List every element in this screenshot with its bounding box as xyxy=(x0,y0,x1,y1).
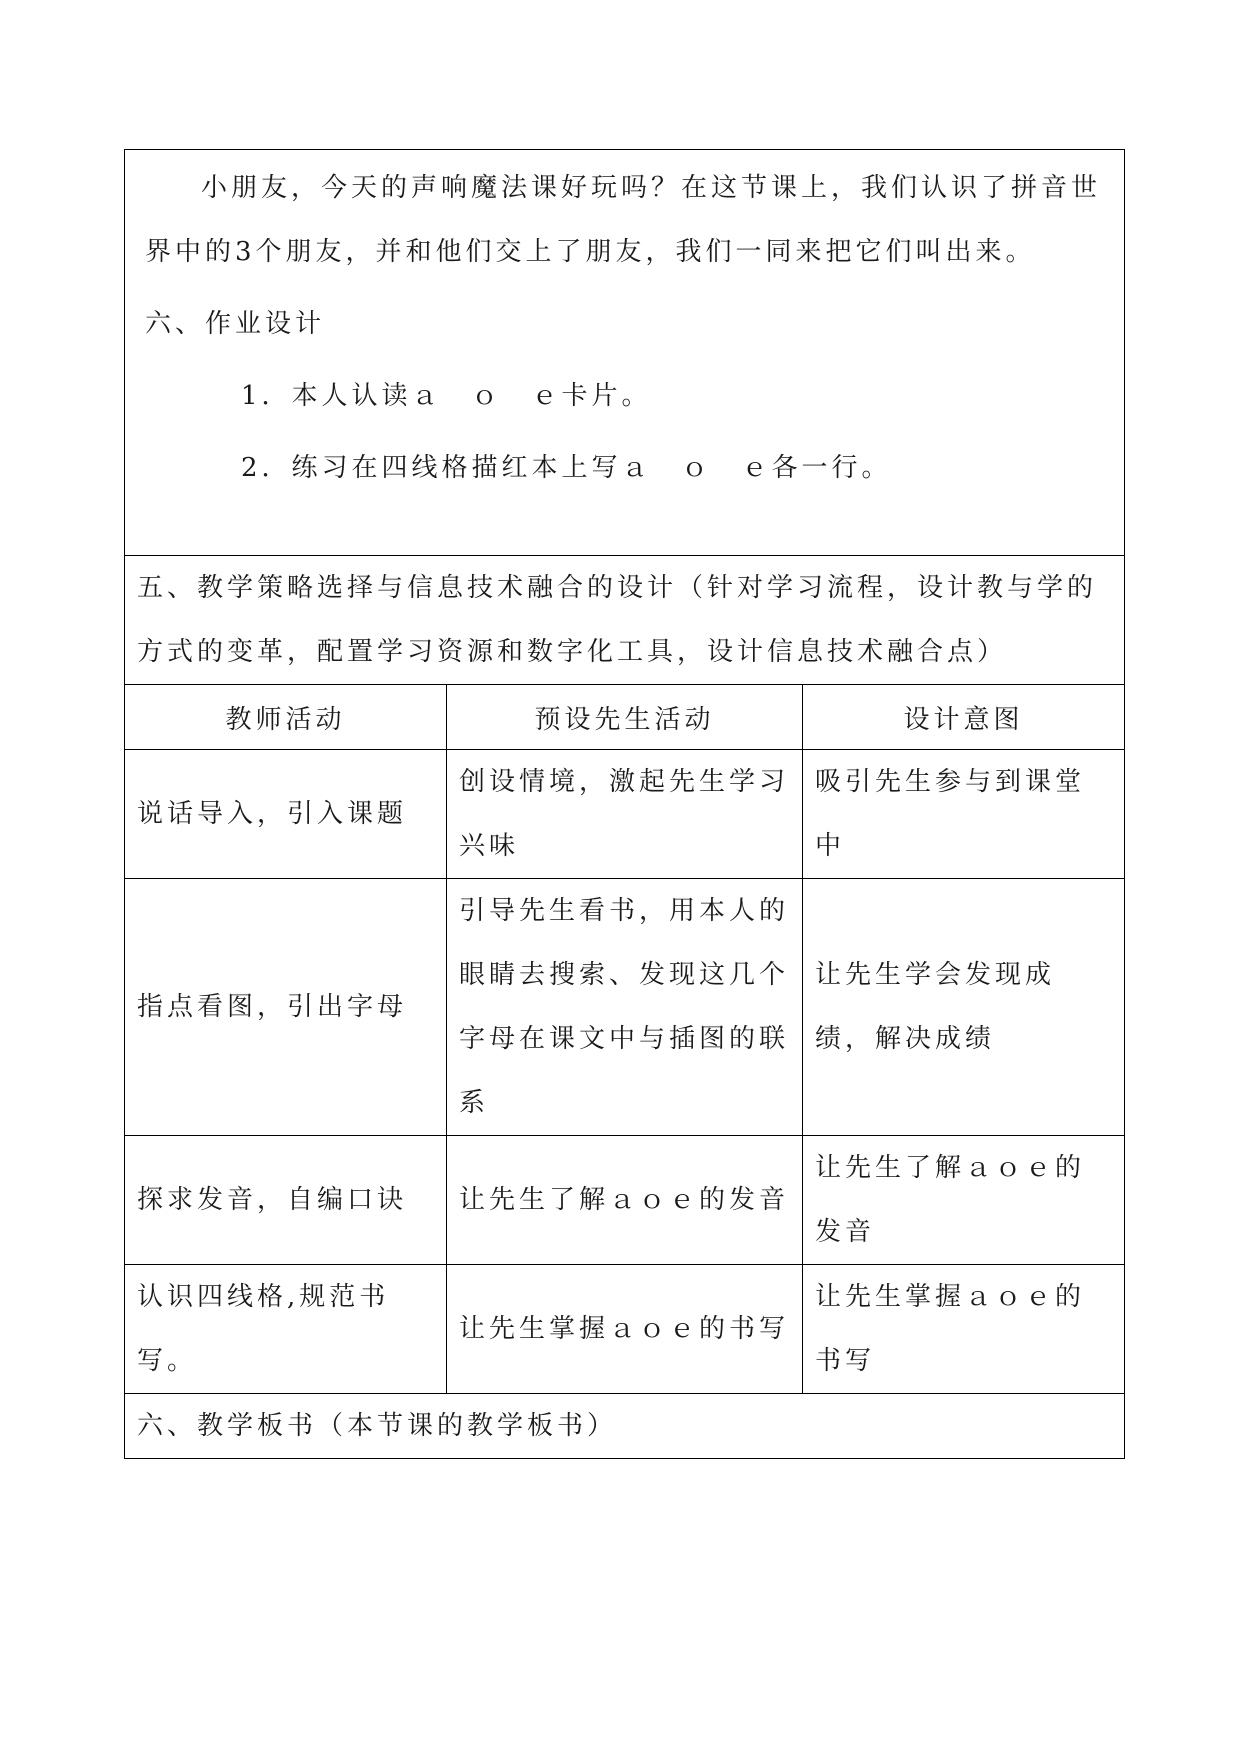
lesson-plan-table xyxy=(124,149,1125,1459)
student-activity: 引导先生看书，用本人的眼睛去搜索、发现这几个字母在课文中与插图的联系 xyxy=(447,879,803,1136)
homework-item-1: 1．本人认读ａ ｏ ｅ卡片。 xyxy=(241,381,652,411)
student-activity: 让先生了解ａｏｅ的发音 xyxy=(447,1136,803,1265)
design-intent: 吸引先生参与到课堂中 xyxy=(803,750,1125,879)
homework-heading: 六、作业设计 xyxy=(145,309,326,339)
teacher-activity: 指点看图，引出字母 xyxy=(125,879,447,1136)
table-row xyxy=(125,750,1125,879)
column-header-teacher: 教师活动 xyxy=(125,685,447,750)
student-activity: 创设情境，激起先生学习兴味 xyxy=(447,750,803,879)
teacher-activity: 认识四线格,规范书写。 xyxy=(125,1265,447,1394)
teacher-activity: 探求发音，自编口诀 xyxy=(125,1136,447,1265)
design-intent: 让先生了解ａｏｅ的发音 xyxy=(803,1136,1125,1265)
strategy-heading: 五、教学策略选择与信息技术融合的设计（针对学习流程，设计教与学的方式的变革，配置学习资源和数字化工具，设计信息技术融合点） xyxy=(125,556,1125,685)
design-intent: 让先生掌握ａｏｅ的书写 xyxy=(803,1265,1125,1394)
design-intent: 让先生学会发现成绩，解决成绩 xyxy=(803,879,1125,1136)
homework-item-2: 2．练习在四线格描红本上写ａ ｏ ｅ各一行。 xyxy=(241,453,892,483)
student-activity: 让先生掌握ａｏｅ的书写 xyxy=(447,1265,803,1394)
summary-section xyxy=(125,150,1125,556)
teacher-activity: 说话导入，引入课题 xyxy=(125,750,447,879)
table-row xyxy=(125,879,1125,1136)
board-heading: 六、教学板书（本节课的教学板书） xyxy=(125,1394,1125,1459)
column-header-student: 预设先生活动 xyxy=(447,685,803,750)
table-row xyxy=(125,1265,1125,1394)
table-row xyxy=(125,1136,1125,1265)
column-header-intent: 设计意图 xyxy=(803,685,1125,750)
summary-paragraph: 小朋友，今天的声响魔法课好玩吗？在这节课上，我们认识了拼音世界中的3个朋友，并和他们交上了朋友，我们一同来把它们叫出来。 xyxy=(145,173,1102,267)
